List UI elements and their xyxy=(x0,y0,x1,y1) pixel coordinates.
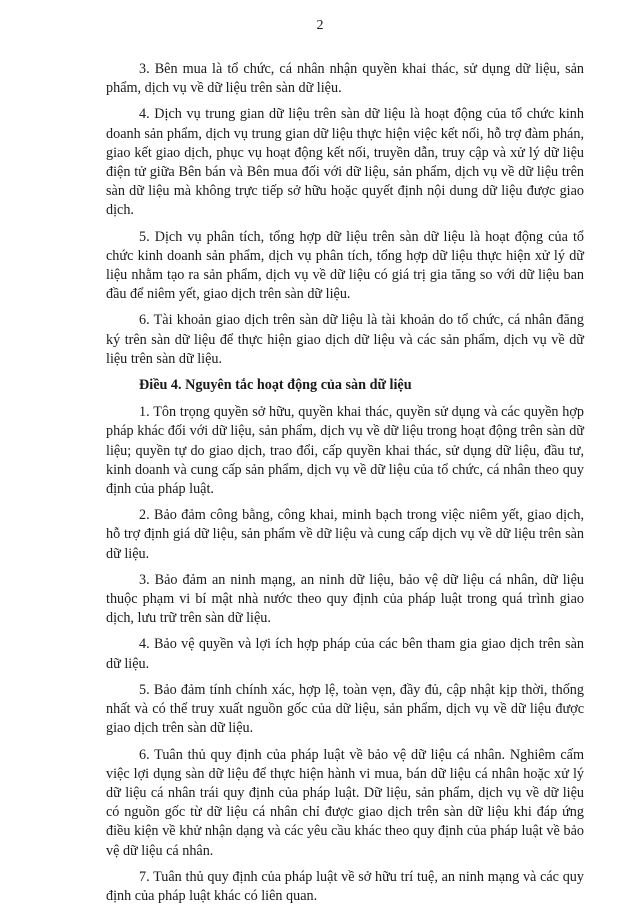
principle-clause-3: 3. Bảo đảm an ninh mạng, an ninh dữ liệu, bảo vệ dữ liệu cá nhân, dữ liệu thuộc phạm vi bí mật nhà nước theo quy định của pháp luật trong quá trình giao dịch, lưu trữ trên sàn dữ liệu. xyxy=(106,571,584,627)
article-heading: Điều 4. Nguyên tắc hoạt động của sàn dữ liệu xyxy=(139,377,412,394)
principle-clause-7: 7. Tuân thủ quy định của pháp luật về sở hữu trí tuệ, an ninh mạng và các quy định của pháp luật khác có liên quan. xyxy=(106,868,584,904)
principle-clause-6: 6. Tuân thủ quy định của pháp luật về bảo vệ dữ liệu cá nhân. Nghiêm cấm việc lợi dụng sàn dữ liệu để thực hiện hành vi mua, bán dữ liệu cá nhân hoặc xử lý dữ liệu cá nhân trái quy định của pháp luật. Dữ liệu, sản phẩm, dịch vụ về dữ liệu có nguồn gốc từ dữ liệu cá nhân chỉ được giao dịch trên sàn dữ liệu khi đáp ứng điều kiện về khử nhận dạng và các yêu cầu khác theo quy định của pháp luật về bảo vệ dữ liệu cá nhân. xyxy=(106,746,584,859)
principle-clause-1: 1. Tôn trọng quyền sở hữu, quyền khai thác, quyền sử dụng và các quyền hợp pháp khác đối với dữ liệu, sản phẩm, dịch vụ về dữ liệu trong hoạt động trên sàn dữ liệu; quyền tự do giao dịch, trao đổi, cấp quyền khai thác, sử dụng dữ liệu, đầu tư, kinh doanh và cung cấp sản phẩm, dịch vụ về dữ liệu của tổ chức, cá nhân theo quy định của pháp luật. xyxy=(106,404,584,498)
definition-clause-6: 6. Tài khoản giao dịch trên sàn dữ liệu là tài khoản do tổ chức, cá nhân đăng ký trên sàn dữ liệu để thực hiện giao dịch dữ liệu và các sản phẩm, dịch vụ về dữ liệu trên sàn dữ liệu. xyxy=(106,312,584,367)
definition-clause-5: 5. Dịch vụ phân tích, tổng hợp dữ liệu trên sàn dữ liệu là hoạt động của tổ chức kinh doanh sản phẩm, dịch vụ phân tích, tổng hợp dữ liệu thực hiện xử lý dữ liệu nhằm tạo ra sản phẩm, dịch vụ về dữ liệu có giá trị gia tăng so với dữ liệu ban đầu để niêm yết, giao dịch trên sàn dữ liệu. xyxy=(106,228,584,303)
definition-clause-4: 4. Dịch vụ trung gian dữ liệu trên sàn dữ liệu là hoạt động của tổ chức kinh doanh sản phẩm, dịch vụ trung gian dữ liệu thực hiện việc kết nối, hỗ trợ đàm phán, giao kết giao dịch, phục vụ hoạt động kết nối, truyền dẫn, truy cập và xử lý dữ liệu điện tử giữa Bên bán và Bên mua đối với dữ liệu, sản phẩm, dịch vụ về dữ liệu trên sàn dữ liệu mà không trực tiếp sở hữu hoặc quyết định nội dung dữ liệu được giao dịch. xyxy=(106,106,584,219)
page-number: 2 xyxy=(316,18,324,33)
principle-clause-2: 2. Bảo đảm công bằng, công khai, minh bạch trong việc niêm yết, giao dịch, hỗ trợ định giá dữ liệu, sản phẩm về dữ liệu và cung cấp dịch vụ về dữ liệu trên sàn dữ liệu. xyxy=(106,507,584,562)
definition-clause-3: 3. Bên mua là tổ chức, cá nhân nhận quyền khai thác, sử dụng dữ liệu, sản phẩm, dịch vụ về dữ liệu trên sàn dữ liệu. xyxy=(106,61,584,97)
principle-clause-4: 4. Bảo vệ quyền và lợi ích hợp pháp của các bên tham gia giao dịch trên sàn dữ liệu. xyxy=(106,636,584,672)
page-content xyxy=(106,60,584,913)
principle-clause-5: 5. Bảo đảm tính chính xác, hợp lệ, toàn vẹn, đầy đủ, cập nhật kịp thời, thống nhất và có thể truy xuất nguồn gốc của dữ liệu, sản phẩm, dịch vụ về dữ liệu được giao dịch trên sàn dữ liệu. xyxy=(106,681,584,737)
